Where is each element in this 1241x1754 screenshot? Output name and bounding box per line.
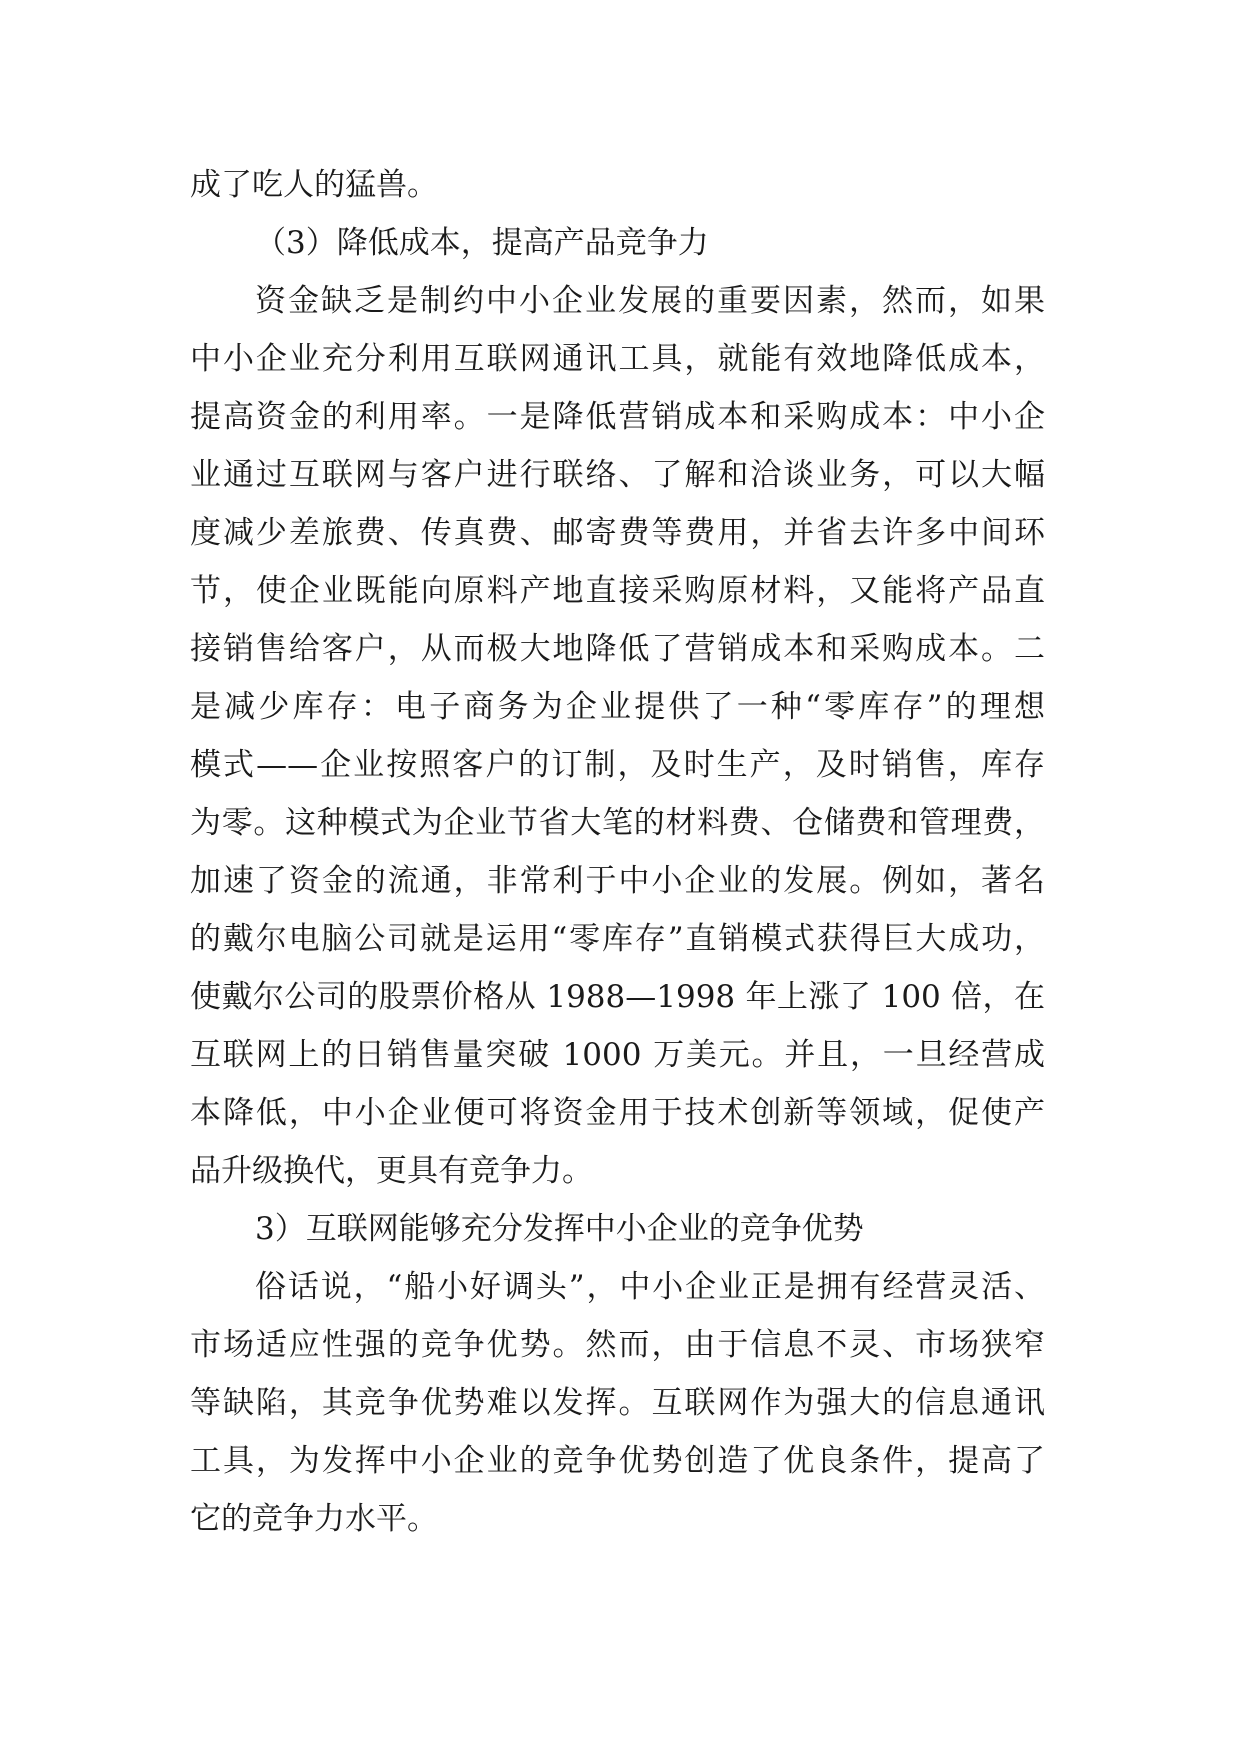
paragraph-line: 它的竞争力水平。 [190,1501,438,1537]
paragraph-line: 成了吃人的猛兽。 [190,167,438,203]
paragraph-line: 为零。这种模式为企业节省大笔的材料费、仓储费和管理费， [190,805,1045,841]
paragraph-line: 品升级换代，更具有竞争力。 [190,1153,593,1189]
paragraph-line: 使戴尔公司的股票价格从 1988—1998 年上涨了 100 倍，在 [190,979,1045,1015]
paragraph-line: 俗话说，“船小好调头”，中小企业正是拥有经营灵活、 [255,1269,1045,1305]
paragraph-line: 业通过互联网与客户进行联络、了解和洽谈业务，可以大幅 [190,457,1045,493]
paragraph-line: 模式——企业按照客户的订制，及时生产，及时销售，库存 [190,747,1045,783]
section-heading: 3）互联网能够充分发挥中小企业的竞争优势 [255,1211,864,1247]
paragraph-line: 本降低，中小企业便可将资金用于技术创新等领域，促使产 [190,1095,1045,1131]
paragraph-line: 节，使企业既能向原料产地直接采购原材料，又能将产品直 [190,573,1045,609]
paragraph-line: 互联网上的日销售量突破 1000 万美元。并且，一旦经营成 [190,1037,1045,1073]
paragraph-line: 市场适应性强的竞争优势。然而，由于信息不灵、市场狭窄 [190,1327,1045,1363]
paragraph-line: 是减少库存：电子商务为企业提供了一种“零库存”的理想 [190,689,1045,725]
paragraph-line: 中小企业充分利用互联网通讯工具，就能有效地降低成本， [190,341,1045,377]
paragraph-line: 接销售给客户，从而极大地降低了营销成本和采购成本。二 [190,631,1045,667]
section-heading: （3）降低成本，提高产品竞争力 [255,225,709,261]
paragraph-line: 的戴尔电脑公司就是运用“零库存”直销模式获得巨大成功， [190,921,1045,957]
paragraph-line: 加速了资金的流通，非常利于中小企业的发展。例如，著名 [190,863,1045,899]
paragraph-line: 等缺陷，其竞争优势难以发挥。互联网作为强大的信息通讯 [190,1385,1045,1421]
paragraph-line: 提高资金的利用率。一是降低营销成本和采购成本：中小企 [190,399,1045,435]
paragraph-line: 资金缺乏是制约中小企业发展的重要因素，然而，如果 [255,283,1045,319]
paragraph-line: 度减少差旅费、传真费、邮寄费等费用，并省去许多中间环 [190,515,1045,551]
paragraph-line: 工具，为发挥中小企业的竞争优势创造了优良条件，提高了 [190,1443,1045,1479]
